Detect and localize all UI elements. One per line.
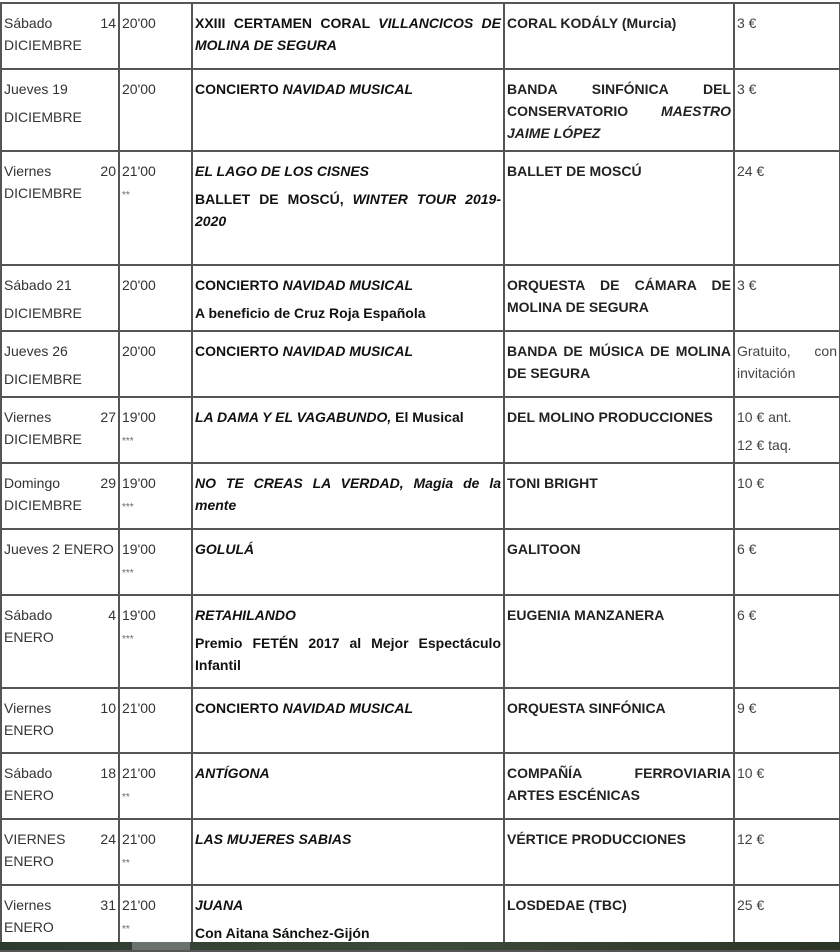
event-title-line — [195, 604, 501, 626]
date-cell — [1, 331, 119, 397]
day-number: 31 — [100, 897, 116, 913]
date-cell — [1, 529, 119, 595]
month-name: ENERO — [4, 722, 54, 738]
month-name: ENERO — [4, 853, 54, 869]
time-cell — [119, 331, 192, 397]
rating-stars: ** — [122, 924, 130, 935]
date-line — [4, 160, 116, 182]
date-line — [4, 12, 116, 34]
performer-name — [507, 406, 731, 428]
event-title-line — [195, 828, 501, 850]
event-title-line — [195, 78, 501, 100]
day-number: 18 — [100, 765, 116, 781]
performer-cell — [504, 688, 734, 753]
price-cell — [734, 463, 840, 529]
event-title-line — [195, 406, 501, 428]
performer-cell — [504, 331, 734, 397]
time-cell — [119, 151, 192, 265]
rating-stars: *** — [122, 436, 134, 447]
time-cell — [119, 265, 192, 331]
title-text: A beneficio de Cruz Roja Española — [195, 305, 426, 321]
day-name: Sábado — [4, 765, 53, 781]
event-title-cell — [192, 819, 504, 885]
performer-text: LOSDEDAE (TBC) — [507, 897, 627, 913]
month-name: ENERO — [4, 787, 54, 803]
day-number: 24 — [100, 831, 116, 847]
rating-stars: ** — [122, 792, 130, 803]
price-cell — [734, 529, 840, 595]
day-name: Sábado 21 — [4, 277, 72, 293]
date-cell — [1, 151, 119, 265]
time-value: 20'00 — [122, 343, 156, 359]
table-row — [1, 688, 840, 753]
title-text: BALLET DE MOSCÚ, — [195, 191, 353, 207]
date-cell — [1, 595, 119, 688]
event-title-cell — [192, 529, 504, 595]
day-number: 29 — [100, 475, 116, 491]
events-table-body — [1, 3, 840, 951]
performer-text: EUGENIA MANZANERA — [507, 607, 665, 623]
time-value: 19'00 — [122, 409, 156, 425]
title-text: CONCIERTO — [195, 81, 283, 97]
performer-text: BALLET DE MOSCÚ — [507, 163, 642, 179]
performer-cell — [504, 819, 734, 885]
event-title-line — [195, 762, 501, 784]
month-name: ENERO — [4, 919, 54, 935]
date-line — [4, 828, 116, 850]
day-number: 27 — [100, 409, 116, 425]
title-text: Premio FETÉN 2017 al Mejor Espectáculo Infantil — [195, 635, 501, 673]
day-name: Viernes — [4, 897, 52, 913]
table-row — [1, 69, 840, 151]
time-value: 21'00 — [122, 765, 156, 781]
price-value: 6 € — [737, 607, 757, 623]
event-title-cell — [192, 265, 504, 331]
performer-name — [507, 762, 731, 806]
price-value: 12 € taq. — [737, 437, 792, 453]
title-text: RETAHILANDO — [195, 607, 296, 623]
date-line — [4, 472, 116, 494]
time-cell — [119, 595, 192, 688]
day-number: 4 — [108, 607, 116, 623]
price-cell — [734, 595, 840, 688]
performer-text: MAESTRO JAIME LÓPEZ — [507, 103, 731, 141]
performer-text: DEL MOLINO PRODUCCIONES — [507, 409, 713, 425]
title-text: WINTER TOUR 2019-2020 — [195, 191, 501, 229]
day-name: Viernes — [4, 163, 52, 179]
price-value: 10 € — [737, 765, 765, 781]
price-value: 25 € — [737, 897, 765, 913]
month-name: DICIEMBRE — [4, 37, 82, 53]
price-cell — [734, 753, 840, 819]
month-name: ENERO — [4, 629, 54, 645]
event-title-line — [195, 188, 501, 232]
time-cell — [119, 397, 192, 463]
event-title-line — [195, 472, 501, 516]
table-row — [1, 529, 840, 595]
title-text: NAVIDAD MUSICAL — [282, 277, 414, 293]
price-value: 12 € — [737, 831, 765, 847]
day-name: Jueves 2 ENERO — [4, 541, 114, 557]
time-value: 21'00 — [122, 163, 156, 179]
time-value: 21'00 — [122, 897, 156, 913]
price-value: Gratuito, con invitación — [737, 343, 837, 381]
performer-name — [507, 828, 731, 850]
event-title-line — [195, 697, 501, 719]
event-title-line — [195, 538, 501, 560]
price-value: 3 € — [737, 81, 757, 97]
date-line — [4, 894, 116, 916]
performer-text: TONI BRIGHT — [507, 475, 598, 491]
event-title-line — [195, 274, 501, 296]
title-text: NO TE CREAS LA VERDAD, Magia de la mente — [195, 475, 501, 513]
event-title-line — [195, 922, 501, 944]
title-text: XXIII CERTAMEN CORAL — [195, 15, 379, 31]
title-text: NAVIDAD MUSICAL — [282, 343, 414, 359]
event-title-line — [195, 632, 501, 676]
time-value: 20'00 — [122, 15, 156, 31]
title-text: GOLULÁ — [195, 541, 255, 557]
date-cell — [1, 688, 119, 753]
date-line — [4, 762, 116, 784]
title-text: LA DAMA Y EL VAGABUNDO, — [195, 409, 392, 425]
time-value: 19'00 — [122, 475, 156, 491]
day-number: 20 — [100, 163, 116, 179]
date-cell — [1, 265, 119, 331]
table-row — [1, 753, 840, 819]
event-title-cell — [192, 331, 504, 397]
date-cell — [1, 397, 119, 463]
price-cell — [734, 331, 840, 397]
performer-text: GALITOON — [507, 541, 581, 557]
price-cell — [734, 69, 840, 151]
rating-stars: *** — [122, 634, 134, 645]
event-title-cell — [192, 69, 504, 151]
date-cell — [1, 819, 119, 885]
price-value: 3 € — [737, 15, 757, 31]
title-text: LAS MUJERES SABIAS — [195, 831, 352, 847]
event-title-cell — [192, 463, 504, 529]
rating-stars: ** — [122, 190, 130, 201]
event-title-cell — [192, 595, 504, 688]
performer-name — [507, 472, 731, 494]
title-text: EL LAGO DE LOS CISNES — [195, 163, 369, 179]
price-value: 3 € — [737, 277, 757, 293]
rating-stars: *** — [122, 502, 134, 513]
table-row — [1, 265, 840, 331]
table-row — [1, 819, 840, 885]
performer-text: ORQUESTA SINFÓNICA — [507, 700, 666, 716]
performer-text: BANDA DE MÚSICA DE MOLINA DE SEGURA — [507, 343, 731, 381]
table-row — [1, 397, 840, 463]
time-cell — [119, 69, 192, 151]
price-value: 10 € — [737, 475, 765, 491]
performer-name — [507, 274, 731, 318]
date-cell — [1, 69, 119, 151]
rating-stars: ** — [122, 858, 130, 869]
table-row — [1, 331, 840, 397]
event-title-line — [195, 302, 501, 324]
month-name: DICIEMBRE — [4, 109, 82, 125]
performer-cell — [504, 3, 734, 69]
event-title-cell — [192, 753, 504, 819]
date-cell — [1, 753, 119, 819]
month-name: DICIEMBRE — [4, 371, 82, 387]
title-text: CONCIERTO — [195, 277, 283, 293]
performer-name — [507, 538, 731, 560]
event-title-cell — [192, 151, 504, 265]
performer-cell — [504, 595, 734, 688]
time-value: 20'00 — [122, 277, 156, 293]
time-value: 21'00 — [122, 831, 156, 847]
date-line — [4, 406, 116, 428]
event-title-line — [195, 340, 501, 362]
horizontal-scrollbar[interactable] — [0, 942, 840, 950]
date-line — [4, 604, 116, 626]
day-number: 10 — [100, 700, 116, 716]
event-title-line — [195, 160, 501, 182]
day-name: Jueves 19 — [4, 81, 68, 97]
performer-cell — [504, 265, 734, 331]
table-row — [1, 151, 840, 265]
month-name: DICIEMBRE — [4, 185, 82, 201]
day-name: VIERNES — [4, 831, 66, 847]
price-value: 6 € — [737, 541, 757, 557]
time-value: 19'00 — [122, 607, 156, 623]
date-cell — [1, 3, 119, 69]
day-name: Sábado — [4, 607, 53, 623]
day-number: 14 — [100, 15, 116, 31]
event-title-cell — [192, 397, 504, 463]
title-text: NAVIDAD MUSICAL — [282, 81, 414, 97]
performer-cell — [504, 529, 734, 595]
title-text: Con Aitana Sánchez-Gijón — [195, 925, 370, 941]
title-text: JUANA — [195, 897, 244, 913]
time-cell — [119, 463, 192, 529]
performer-cell — [504, 69, 734, 151]
event-title-cell — [192, 688, 504, 753]
event-title-line — [195, 12, 501, 56]
performer-name — [507, 894, 731, 916]
day-name: Domingo — [4, 475, 61, 491]
table-row — [1, 595, 840, 688]
price-cell — [734, 151, 840, 265]
performer-cell — [504, 151, 734, 265]
title-text: CONCIERTO — [195, 700, 283, 716]
performer-cell — [504, 753, 734, 819]
time-cell — [119, 3, 192, 69]
title-text: CONCIERTO — [195, 343, 283, 359]
time-value: 20'00 — [122, 81, 156, 97]
price-cell — [734, 397, 840, 463]
title-text: El Musical — [391, 409, 464, 425]
title-text: VILLANCICOS DE MOLINA DE SEGURA — [195, 15, 501, 53]
table-row — [1, 3, 840, 69]
performer-cell — [504, 463, 734, 529]
table-row — [1, 463, 840, 529]
price-cell — [734, 265, 840, 331]
performer-text: VÉRTICE PRODUCCIONES — [507, 831, 686, 847]
time-value: 21'00 — [122, 700, 156, 716]
day-name: Viernes — [4, 700, 52, 716]
performer-name — [507, 78, 731, 144]
title-text: ANTÍGONA — [195, 765, 270, 781]
time-cell — [119, 529, 192, 595]
performer-text: ORQUESTA DE CÁMARA DE MOLINA DE SEGURA — [507, 277, 731, 315]
performer-name — [507, 340, 731, 384]
event-title-line — [195, 894, 501, 916]
date-line — [4, 697, 116, 719]
event-title-cell — [192, 3, 504, 69]
time-cell — [119, 688, 192, 753]
events-schedule-table — [0, 2, 840, 952]
time-cell — [119, 753, 192, 819]
price-cell — [734, 3, 840, 69]
price-cell — [734, 819, 840, 885]
title-text: NAVIDAD MUSICAL — [282, 700, 414, 716]
month-name: DICIEMBRE — [4, 431, 82, 447]
price-value: 24 € — [737, 163, 765, 179]
day-name: Viernes — [4, 409, 52, 425]
performer-name — [507, 604, 731, 626]
performer-name — [507, 697, 731, 719]
price-value: 9 € — [737, 700, 757, 716]
month-name: DICIEMBRE — [4, 305, 82, 321]
rating-stars: *** — [122, 568, 134, 579]
time-cell — [119, 819, 192, 885]
performer-text: CORAL KODÁLY (Murcia) — [507, 15, 677, 31]
month-name: DICIEMBRE — [4, 497, 82, 513]
price-value: 10 € ant. — [737, 409, 792, 425]
scrollbar-thumb[interactable] — [132, 942, 190, 950]
day-name: Sábado — [4, 15, 53, 31]
performer-text: COMPAÑÍA FERROVIARIA ARTES ESCÉNICAS — [507, 765, 731, 803]
performer-name — [507, 160, 731, 182]
price-cell — [734, 688, 840, 753]
performer-text: BANDA SINFÓNICA DEL CONSERVATORIO — [507, 81, 731, 119]
time-value: 19'00 — [122, 541, 156, 557]
day-name: Jueves 26 — [4, 343, 68, 359]
date-cell — [1, 463, 119, 529]
performer-cell — [504, 397, 734, 463]
performer-name — [507, 12, 731, 34]
